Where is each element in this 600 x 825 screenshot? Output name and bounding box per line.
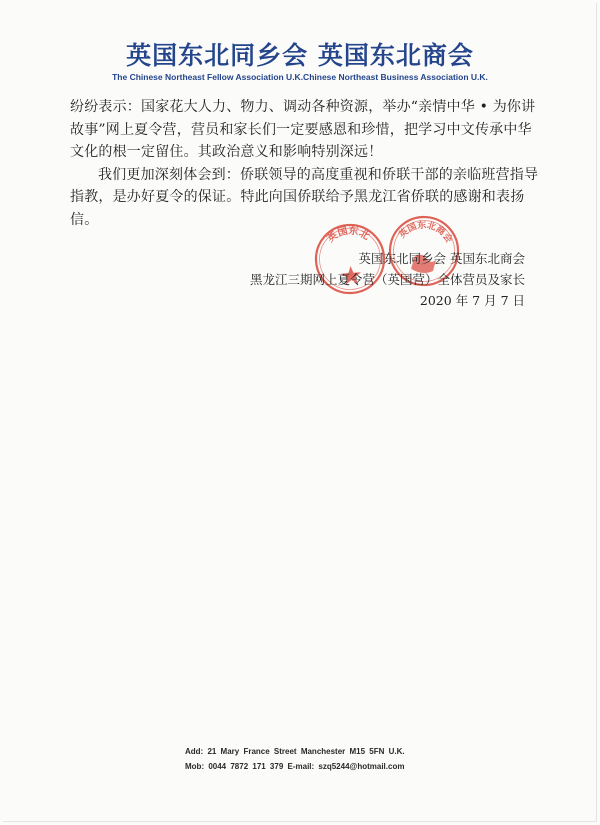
letterhead-subtitle: The Chinese Northeast Fellow Association U.K.Chinese Northeast Business Association U.K. — [112, 72, 488, 82]
signature-organizations: 英国东北同乡会 英国东北商会 — [358, 251, 525, 266]
signature-group: 黑龙江三期网上夏令营（英国营）全体营员及家长 — [249, 272, 525, 287]
seal-2-text: 英国东北商会 — [397, 220, 454, 245]
signature-date: 2020 年 7 月 7 日 — [419, 293, 525, 308]
letterhead-title: 英国东北同乡会 英国东北商会 — [126, 41, 474, 70]
seal-1-text: 英国东北 — [325, 225, 372, 245]
body-paragraph-2: 我们更加深刻体会到：侨联领导的高度重视和侨联干部的亲临班营指导指教，是办好夏令的保证。特此向国侨联给予黑龙江省侨联的感谢和表扬信。 — [70, 166, 539, 228]
footer-address: Add: 21 Mary France Street Manchester M15 5FN U.K. — [185, 747, 405, 756]
letter-body — [70, 96, 540, 231]
body-paragraph-1: 纷纷表示：国家花大人力、物力、调动各种资源，举办“亲情中华 • 为你讲故事”网上夏令营，营员和家长们一定要感恩和珍惜，把学习中文传承中华文化的根一定留住。其政治意义和影响特别深远！ — [70, 99, 536, 160]
footer-contact: Mob: 0044 7872 171 379 E-mail: szq5244@hotmail.com — [185, 762, 405, 771]
